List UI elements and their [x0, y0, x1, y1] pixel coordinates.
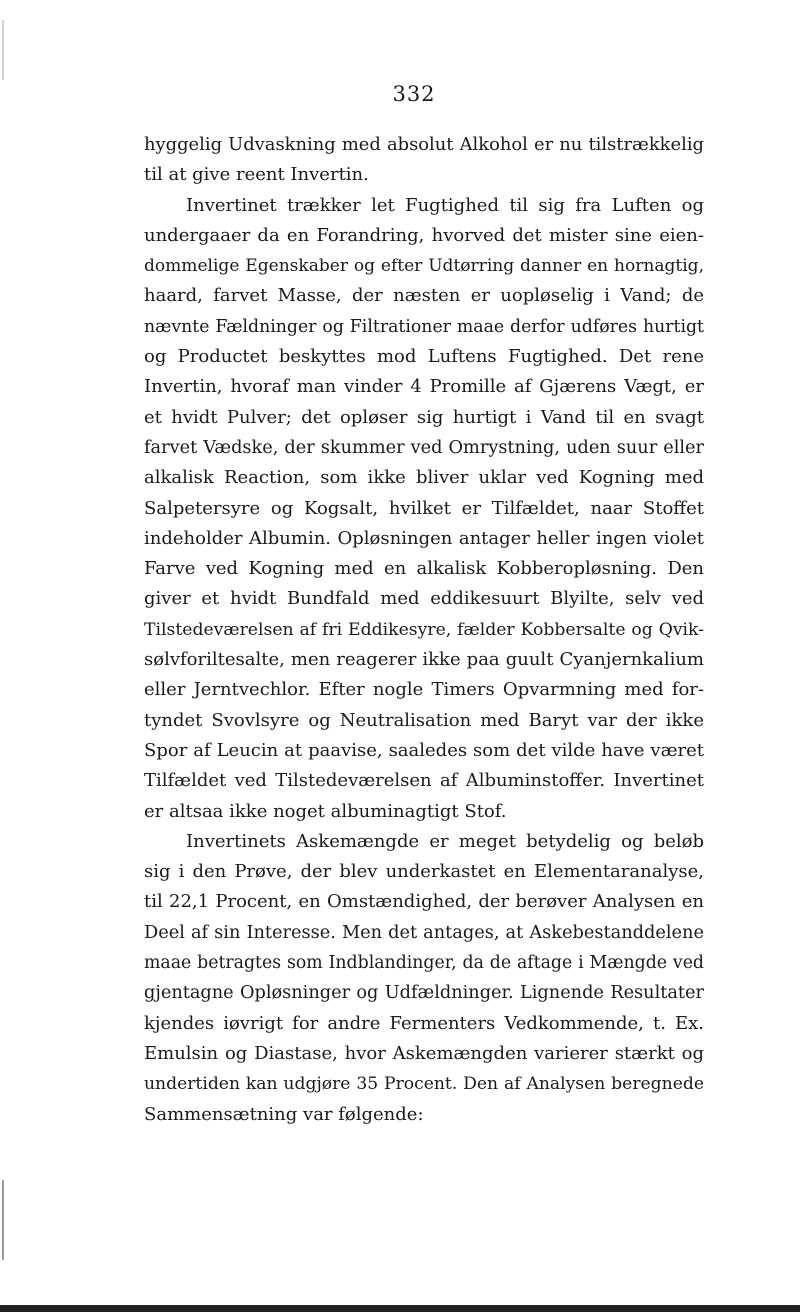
- text-line: Salpetersyre og Kogsalt, hvilket er Tilfældet, naar Stoffet: [144, 497, 704, 519]
- text-line: sølvforiltesalte, men reagerer ikke paa guult Cyanjernkalium: [144, 649, 704, 671]
- text-line: farvet Vædske, der skummer ved Omrystning, uden suur eller: [144, 437, 704, 458]
- page-number: 332: [392, 82, 436, 106]
- text-line: hyggelig Udvaskning med absolut Alkohol er nu tilstrækkelig: [144, 134, 704, 155]
- text-line: alkalisk Reaction, som ikke bliver uklar ved Kogning med: [144, 467, 704, 489]
- text-line: indeholder Albumin. Opløsningen antager heller ingen violet: [144, 527, 704, 549]
- text-line: haard, farvet Masse, der næsten er uopløselig i Vand; de: [144, 285, 704, 307]
- text-line: Invertin, hvoraf man vinder 4 Promille af Gjærens Vægt, er: [144, 376, 704, 398]
- text-line: eller Jerntvechlor. Efter nogle Timers Opvarmning med for-: [144, 679, 704, 701]
- text-line: undertiden kan udgjøre 35 Procent. Den af Analysen beregnede: [144, 1074, 704, 1095]
- body-text: [144, 130, 704, 1130]
- text-line: Tilfældet ved Tilstedeværelsen af Albuminstoffer. Invertinet: [144, 770, 704, 792]
- text-line: til 22,1 Procent, en Omstændighed, der berøver Analysen en: [144, 891, 704, 913]
- text-line: Invertinet trækker let Fugtighed til sig fra Luften og: [186, 194, 704, 216]
- text-line: nævnte Fældninger og Filtrationer maae derfor udføres hurtigt: [144, 316, 704, 337]
- text-line: gjentagne Opløsninger og Udfældninger. Lignende Resultater: [144, 983, 704, 1004]
- scan-edge-mark: [2, 1180, 4, 1260]
- scan-bottom-border: [0, 1305, 800, 1312]
- text-line: Deel af sin Interesse. Men det antages, at Askebestanddelene: [144, 922, 704, 943]
- text-line: maae betragtes som Indblandinger, da de aftage i Mængde ved: [144, 953, 704, 974]
- text-line: Farve ved Kogning med en alkalisk Kobberopløsning. Den: [144, 558, 704, 580]
- text-line: et hvidt Pulver; det opløser sig hurtigt i Vand til en svagt: [144, 406, 704, 428]
- scan-edge-mark: [2, 20, 4, 80]
- text-line: Spor af Leucin at paavise, saaledes som det vilde have været: [144, 739, 704, 761]
- text-line: tyndet Svovlsyre og Neutralisation med Baryt var der ikke: [144, 709, 704, 731]
- text-line: er altsaa ikke noget albuminagtigt Stof.: [144, 800, 507, 822]
- text-line: undergaaer da en Forandring, hvorved det mister sine eien-: [144, 224, 704, 246]
- text-line: giver et hvidt Bundfald med eddikesuurt Blyilte, selv ved: [144, 588, 704, 610]
- text-line: Sammensætning var følgende:: [144, 1103, 424, 1125]
- text-line: kjendes iøvrigt for andre Fermenters Vedkommende, t. Ex.: [144, 1012, 704, 1034]
- text-line: Emulsin og Diastase, hvor Askemængden varierer stærkt og: [144, 1042, 704, 1064]
- text-line: sig i den Prøve, der blev underkastet en Elementaranalyse,: [144, 861, 704, 883]
- text-line: til at give reent Invertin.: [144, 164, 369, 186]
- text-line: dommelige Egenskaber og efter Udtørring danner en hornagtig,: [144, 256, 704, 277]
- text-line: Tilstedeværelsen af fri Eddikesyre, fælder Kobbersalte og Qvik-: [144, 619, 704, 640]
- text-line: og Productet beskyttes mod Luftens Fugtighed. Det rene: [144, 346, 704, 368]
- text-line: Invertinets Askemængde er meget betydelig og beløb: [186, 830, 704, 852]
